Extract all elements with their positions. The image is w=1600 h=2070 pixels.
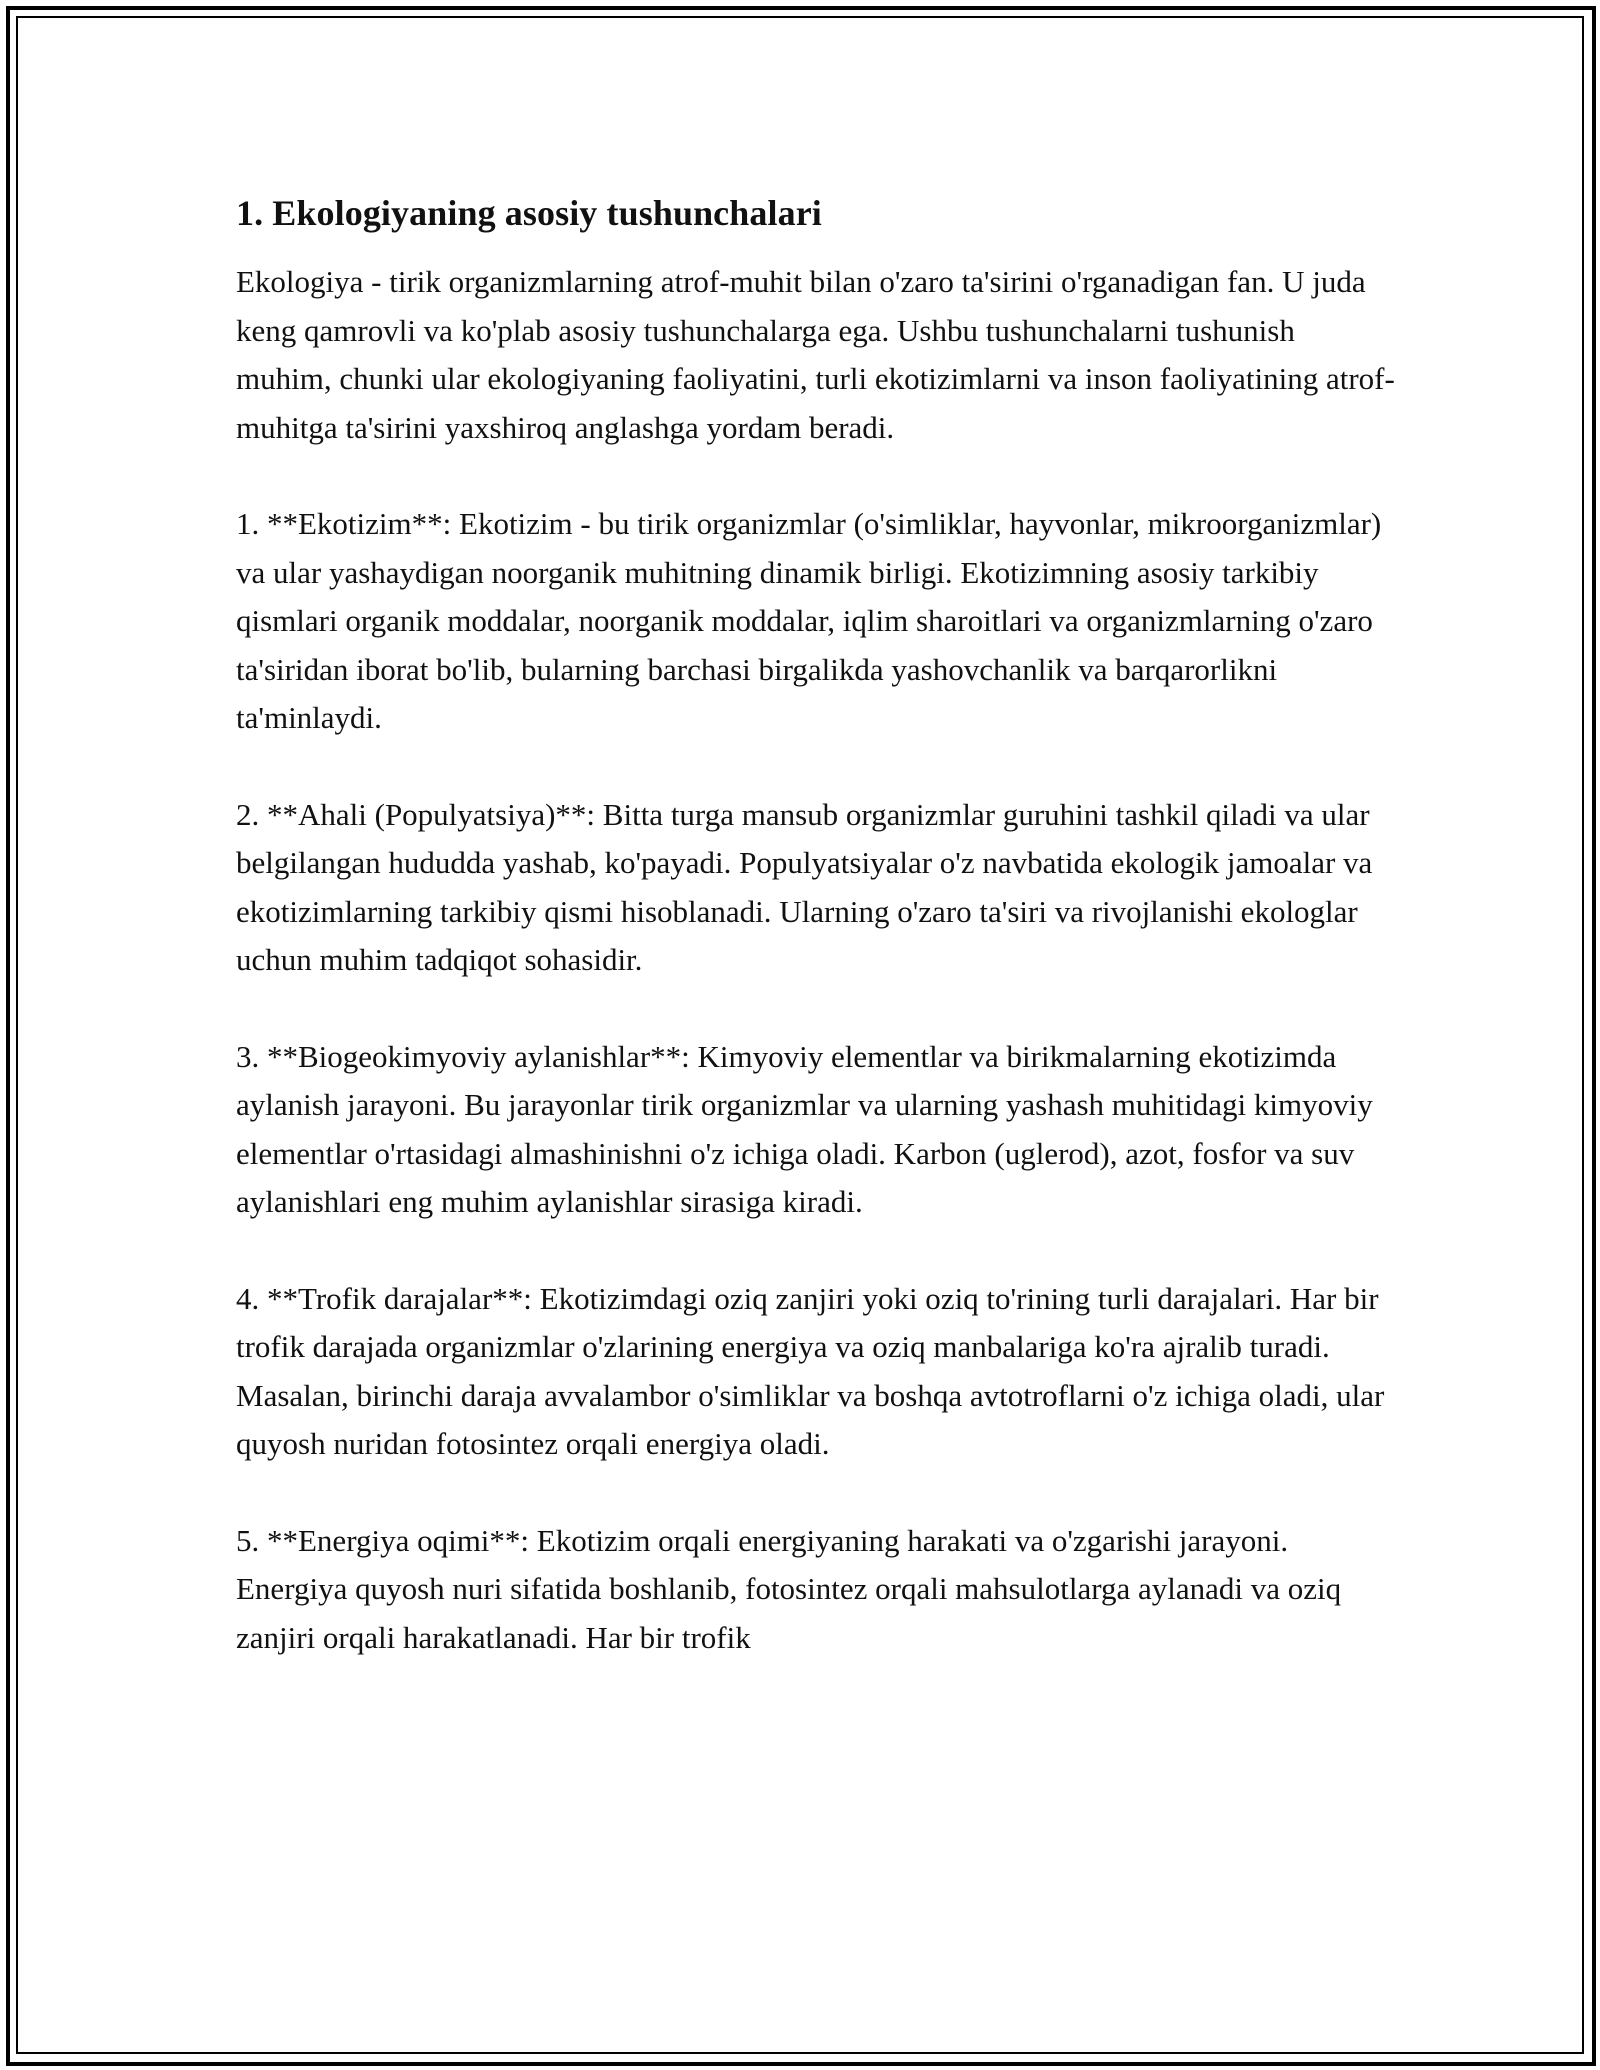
list-item-populyatsiya: 2. **Ahali (Populyatsiya)**: Bitta turga mansub organizmlar guruhini tashkil qiladi va ular belgilangan hududda yashab, ko'payadi. Populyatsiyalar o'z navbatida ekologik jamoalar va ekotizimlarning tarkibiy qismi hisoblanadi. Ularning o'zaro ta'siri va rivojlanishi ekologlar uchun muhim tadqiqot sohasidir. bbox=[236, 796, 1373, 977]
list-item-biogeokimyoviy: 3. **Biogeokimyoviy aylanishlar**: Kimyoviy elementlar va birikmalarning ekotizimda aylanish jarayoni. Bu jarayonlar tirik organizmlar va ularning yashash muhitidagi kimyoviy elementlar o'rtasidagi almashinishni o'z ichiga oladi. Karbon (uglerod), azot, fosfor va suv aylanishlari eng muhim aylanishlar sirasiga kiradi. bbox=[236, 1038, 1373, 1219]
list-item-ekotizim: 1. **Ekotizim**: Ekotizim - bu tirik organizmlar (o'simliklar, hayvonlar, mikroorganizmlar) va ular yashaydigan noorganik muhitning dinamik birligi. Ekotizimning asosiy tarkibiy qismlari organik moddalar, noorganik moddalar, iqlim sharoitlari va organizmlarning o'zaro ta'siridan iborat bo'lib, bularning barchasi birgalikda yashovchanlik va barqarorlikni ta'minlaydi. bbox=[236, 506, 1382, 735]
list-item-energiya: 5. **Energiya oqimi**: Ekotizim orqali energiyaning harakati va o'zgarishi jarayoni. Energiya quyosh nuri sifatida boshlanib, fotosintez orqali mahsulotlarga aylanadi va oziq zanjiri orqali harakatlanadi. Har bir trofik bbox=[236, 1522, 1342, 1655]
intro-paragraph: Ekologiya - tirik organizmlarning atrof-muhit bilan o'zaro ta'sirini o'rganadigan fan. U juda keng qamrovli va ko'plab asosiy tushunchalarga ega. Ushbu tushunchalarni tushunish muhim, chunki ular ekologiyaning faoliyatini, turli ekotizimlarni va inson faoliyatining atrof-muhitga ta'sirini yaxshiroq anglashga yordam beradi. bbox=[236, 264, 1395, 445]
list-item-trofik: 4. **Trofik darajalar**: Ekotizimdagi oziq zanjiri yoki oziq to'rining turli darajalari. Har bir trofik darajada organizmlar o'zlarining energiya va oziq manbalariga ko'ra ajralib turadi. Masalan, birinchi daraja avvalambor o'simliklar va boshqa avtotroflarni o'z ichiga oladi, ular quyosh nuridan fotosintez orqali energiya oladi. bbox=[236, 1280, 1385, 1461]
document-title: 1. Ekologiyaning asosiy tushunchalari bbox=[236, 193, 822, 233]
document-body bbox=[236, 186, 1396, 1662]
